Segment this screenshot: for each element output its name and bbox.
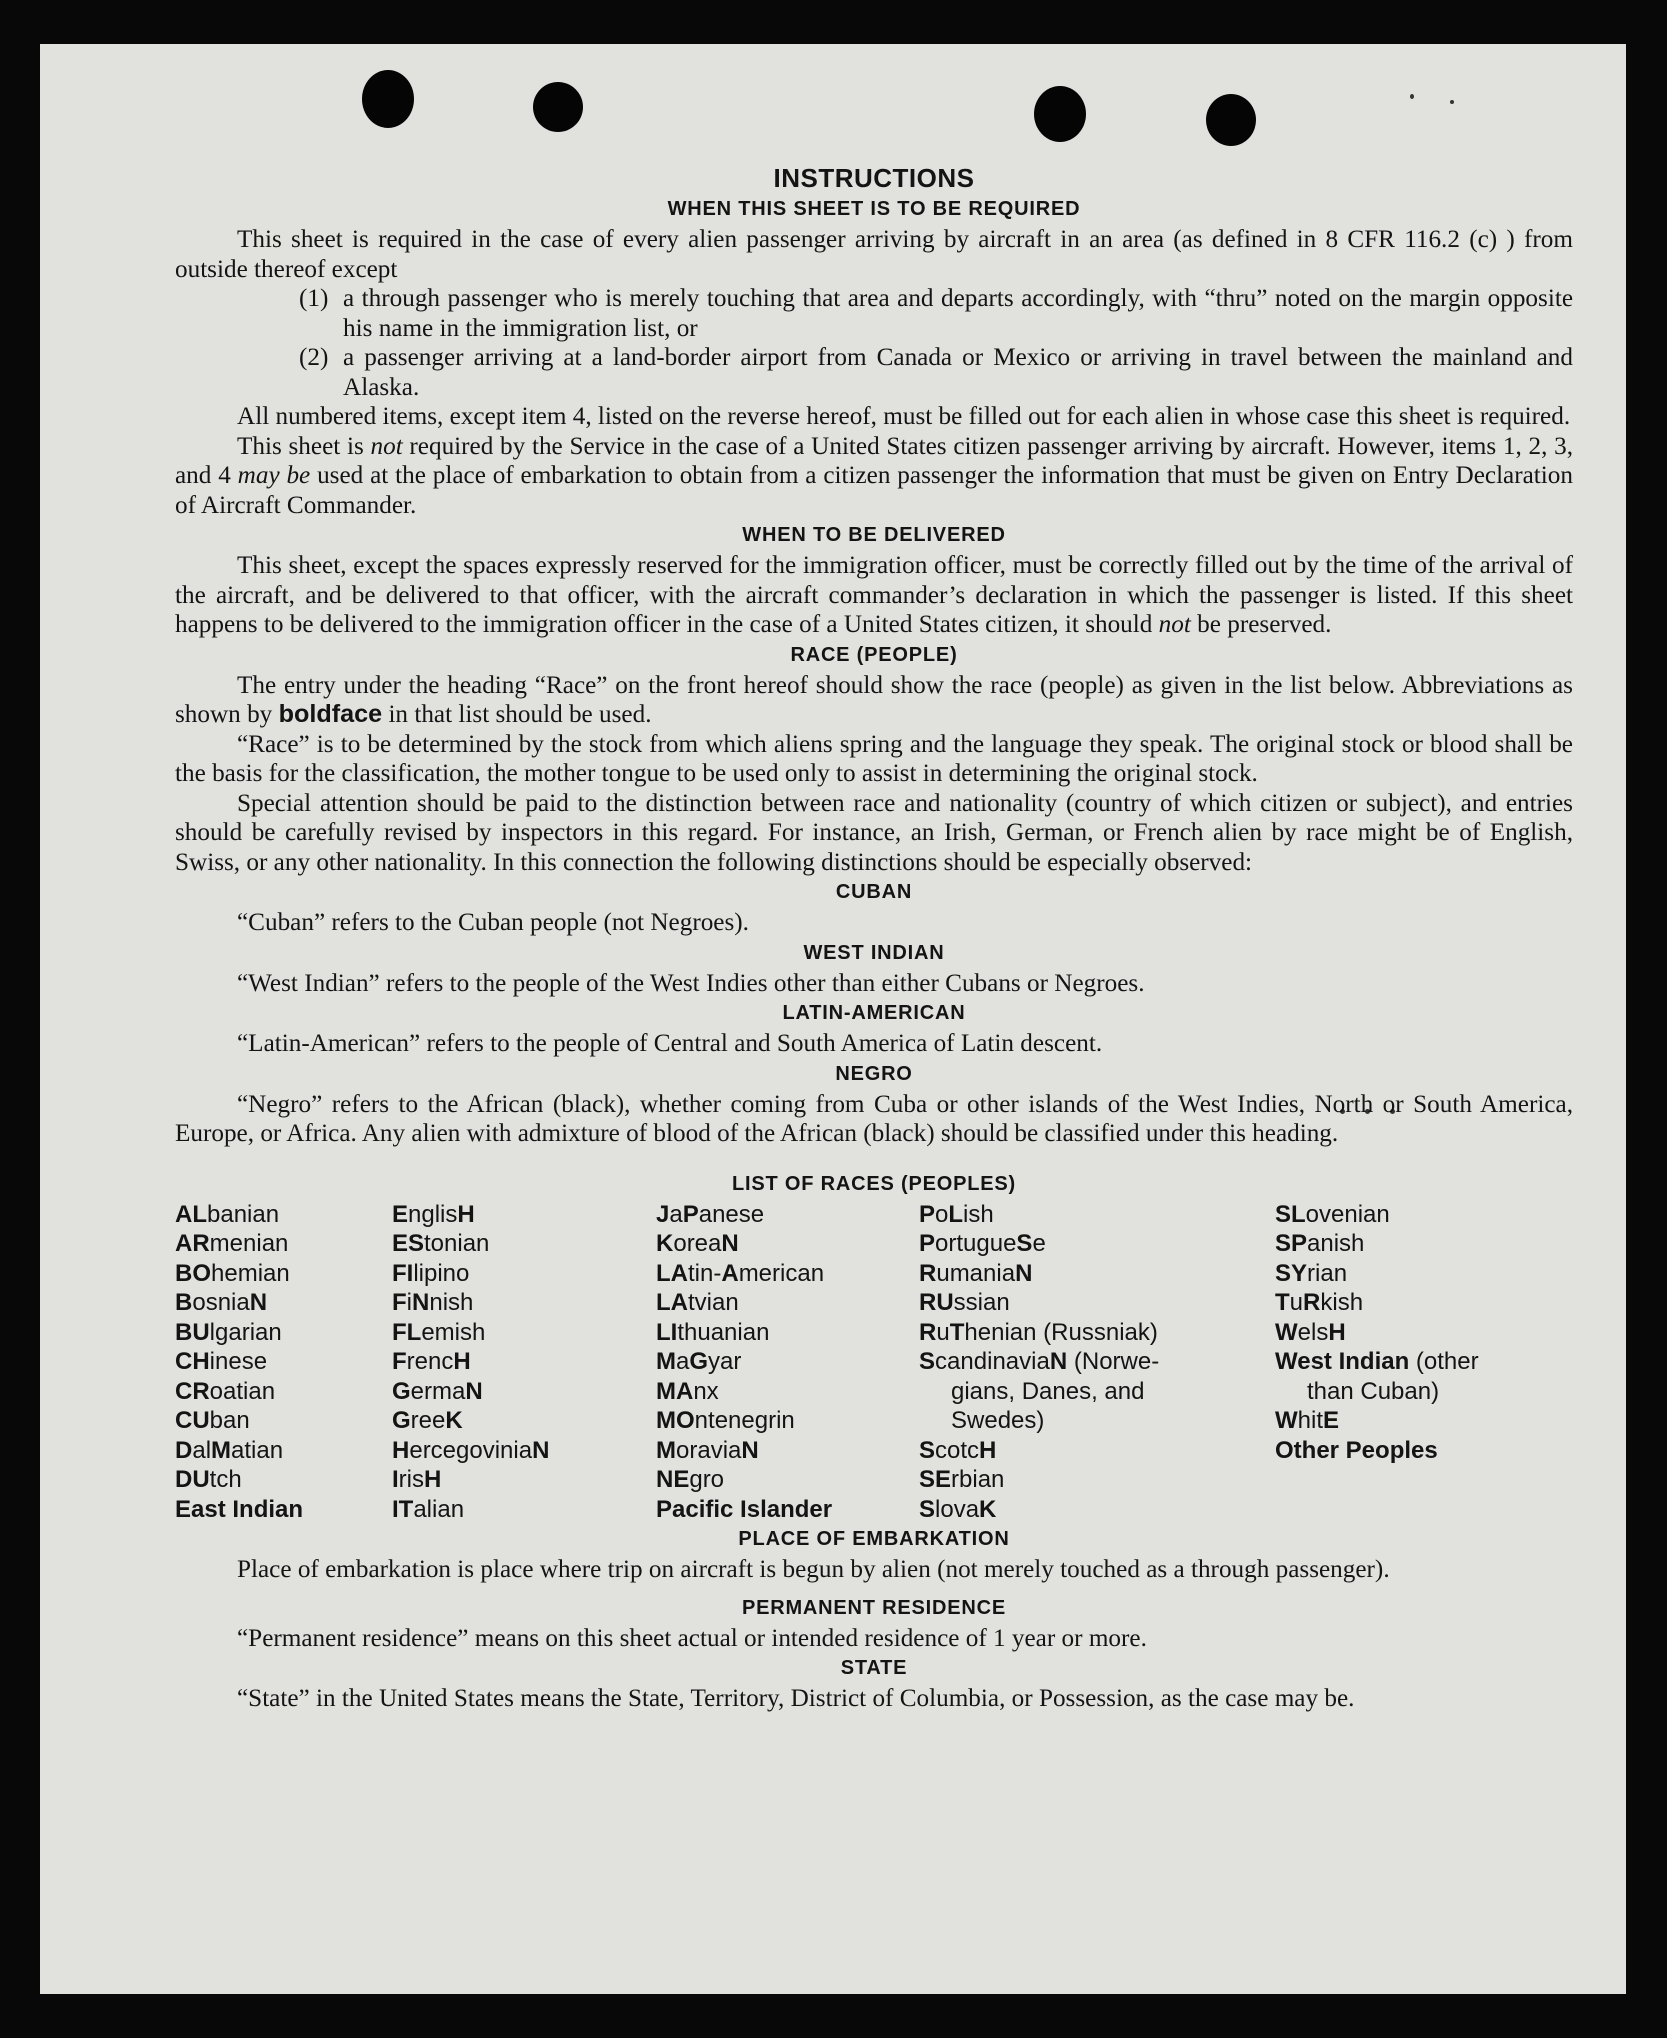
section-heading: CUBAN: [835, 881, 913, 903]
speck: [1450, 100, 1454, 104]
paragraph: [175, 432, 1573, 521]
item-number: (1): [299, 285, 329, 312]
race-entry: WhitE: [1275, 1407, 1340, 1434]
race-entry: IrisH: [392, 1466, 442, 1493]
document-content: [175, 162, 1573, 1714]
paragraph: [175, 551, 1573, 640]
race-entry: RUssian: [919, 1289, 1010, 1316]
text-run: be preserved.: [1190, 611, 1332, 638]
race-column: [919, 1200, 1275, 1525]
numbered-item: [299, 343, 1573, 402]
punch-hole: [362, 70, 414, 128]
race-entry: MoraviaN: [656, 1436, 759, 1464]
text-run: The entry under the heading “Race” on the front hereof should show the race (people) as given in the list below. Abbreviations as shown by: [175, 671, 1573, 728]
speck: [1410, 94, 1414, 99]
race-entry: PoLish: [919, 1200, 994, 1228]
section-heading: LATIN-AMERICAN: [782, 1002, 966, 1024]
race-entry: DUtch: [175, 1466, 242, 1493]
race-entry: Swedes): [951, 1407, 1045, 1434]
race-entry: JaPanese: [656, 1200, 765, 1228]
paragraph: Special attention should be paid to the distinction between race and nationality (country of which citizen or subject), and entries should be carefully revised by inspectors in this regard. For instance, an Irish, German, or French alien by race might be of English, Swiss, or any other nationality. In this connection the following distinctions should be especially observed:: [175, 789, 1573, 876]
section-heading: PLACE OF EMBARKATION: [738, 1528, 1010, 1550]
emphasis: not: [370, 432, 403, 460]
race-entry: East Indian: [175, 1495, 304, 1523]
emphasis: may be: [237, 462, 311, 489]
race-entry: GreeK: [392, 1407, 463, 1434]
document-title: INSTRUCTIONS: [773, 163, 975, 193]
race-entry: KoreaN: [656, 1230, 739, 1257]
race-entry: CHinese: [175, 1348, 268, 1375]
race-entry: CRoatian: [175, 1377, 276, 1405]
race-entry: EnglisH: [392, 1200, 475, 1228]
race-list: [175, 1200, 1573, 1525]
race-entry: Other Peoples: [1275, 1436, 1438, 1464]
race-entry: RumaniaN: [919, 1259, 1033, 1287]
race-entry: DalMatian: [175, 1436, 284, 1464]
section-heading: RACE (PEOPLE): [790, 643, 958, 666]
numbered-item: [299, 284, 1573, 343]
race-entry: MAnx: [656, 1377, 719, 1405]
race-entry: ITalian: [392, 1495, 465, 1523]
race-entry: NEgro: [656, 1466, 725, 1493]
race-entry: PortugueSe: [919, 1230, 1046, 1257]
section-heading: STATE: [840, 1657, 908, 1679]
race-column: [392, 1200, 656, 1525]
section-heading: LIST OF RACES (PEOPLES): [732, 1172, 1016, 1195]
race-entry: SYrian: [1275, 1259, 1348, 1287]
race-column: [175, 1200, 392, 1525]
race-entry: TuRkish: [1275, 1289, 1364, 1316]
section-heading: WHEN THIS SHEET IS TO BE REQUIRED: [667, 198, 1081, 220]
emphasis: not: [1158, 611, 1191, 638]
race-entry: FrencH: [392, 1348, 471, 1375]
item-text: a through passenger who is merely touching that area and departs accordingly, with “thru” noted on the margin opposite his name in the immigration list, or: [343, 285, 1573, 342]
text-run: required by the Service in the case of a United States citizen passenger arriving by aircraft. However, items 1, 2, 3, and 4: [175, 432, 1573, 489]
paragraph: This sheet is required in the case of every alien passenger arriving by aircraft in an area (as defined in 8 CFR 116.2 (c) ) from outside thereof except: [175, 226, 1573, 283]
race-entry: SlovaK: [919, 1495, 997, 1523]
race-entry: gians, Danes, and: [951, 1377, 1145, 1405]
punch-hole: [533, 82, 583, 132]
item-text: a passenger arriving at a land-border airport from Canada or Mexico or arriving in travel between the mainland and Alaska.: [343, 344, 1573, 401]
race-entry: EStonian: [392, 1230, 490, 1257]
race-entry: Pacific Islander: [656, 1495, 833, 1523]
text-run: This sheet is: [237, 432, 371, 460]
race-entry: ARmenian: [175, 1230, 289, 1257]
race-entry: SPanish: [1275, 1230, 1365, 1257]
race-entry: ScotcH: [919, 1436, 997, 1464]
race-entry: than Cuban): [1307, 1377, 1440, 1405]
race-entry: CUban: [175, 1407, 250, 1434]
section-heading: PERMANENT RESIDENCE: [741, 1596, 1007, 1619]
text-run: This sheet, except the spaces expressly reserved for the immigration officer, must be correctly filled out by the time of the arrival of the aircraft, and be delivered to that officer, with the aircraft commander’s declaration in which the passenger is listed. If this sheet happens to be delivered to the immigration officer in the case of a United States citizen, it should: [175, 552, 1573, 638]
race-entry: FiNnish: [392, 1289, 474, 1316]
item-number: (2): [299, 344, 329, 371]
paragraph: [175, 671, 1573, 730]
paragraph: “Latin-American” refers to the people of Central and South America of Latin descent.: [237, 1030, 1103, 1057]
section-heading: WEST INDIAN: [803, 941, 945, 964]
section-heading: WHEN TO BE DELIVERED: [742, 524, 1006, 546]
race-entry: FIlipino: [392, 1259, 470, 1287]
paragraph: All numbered items, except item 4, listed on the reverse hereof, must be filled out for each alien in whose case this sheet is required.: [237, 403, 1571, 430]
race-column: [656, 1200, 919, 1525]
paragraph: “West Indian” refers to the people of the West Indies other than either Cubans or Negroes.: [237, 969, 1145, 997]
paragraph: “Race” is to be determined by the stock from which aliens spring and the language they speak. The original stock or blood shall be the basis for the classification, the mother tongue to be used only to assist in determining the original stock.: [175, 730, 1573, 787]
race-entry: BOhemian: [175, 1259, 290, 1287]
race-entry: SErbian: [919, 1466, 1005, 1493]
race-entry: ScandinaviaN (Norwe-: [919, 1348, 1160, 1375]
text-run: used at the place of embarkation to obtain from a citizen passenger the information that must be given on Entry Declaration of Aircraft Commander.: [175, 462, 1573, 519]
bold-term: boldface: [278, 700, 383, 728]
race-entry: MOntenegrin: [656, 1407, 795, 1434]
race-entry: BUlgarian: [175, 1318, 282, 1346]
race-entry: MaGyar: [656, 1348, 742, 1375]
paragraph: “Permanent residence” means on this sheet actual or intended residence of 1 year or more.: [237, 1624, 1147, 1652]
race-entry: West Indian (other: [1275, 1348, 1479, 1375]
race-entry: ALbanian: [175, 1200, 280, 1228]
section-heading: NEGRO: [835, 1062, 913, 1085]
paragraph: “Negro” refers to the African (black), whether coming from Cuba or other islands of the West Indies, North or South America, Europe, or Africa. Any alien with admixture of blood of the African (black) should be classified under this heading.: [175, 1090, 1573, 1147]
punch-hole: [1034, 86, 1086, 142]
document-sheet: [40, 44, 1626, 1994]
race-entry: FLemish: [392, 1318, 486, 1346]
text-run: in that list should be used.: [382, 701, 652, 728]
race-entry: SLovenian: [1275, 1200, 1390, 1228]
race-entry: WelsH: [1275, 1318, 1346, 1346]
race-entry: BosniaN: [175, 1289, 268, 1316]
paragraph: “Cuban” refers to the Cuban people (not Negroes).: [237, 909, 749, 936]
race-entry: GermaN: [392, 1377, 483, 1405]
paragraph: Place of embarkation is place where trip on aircraft is begun by alien (not merely touched as a through passenger).: [237, 1556, 1390, 1583]
punch-hole: [1206, 94, 1256, 146]
race-entry: HercegoviniaN: [392, 1436, 550, 1464]
race-entry: RuThenian (Russniak): [919, 1318, 1158, 1346]
paragraph: “State” in the United States means the State, Territory, District of Columbia, or Possession, as the case may be.: [237, 1685, 1355, 1712]
race-entry: LAtvian: [656, 1289, 739, 1316]
race-entry: LAtin-American: [656, 1259, 825, 1287]
race-column: [1275, 1200, 1573, 1525]
race-entry: LIthuanian: [656, 1318, 770, 1346]
